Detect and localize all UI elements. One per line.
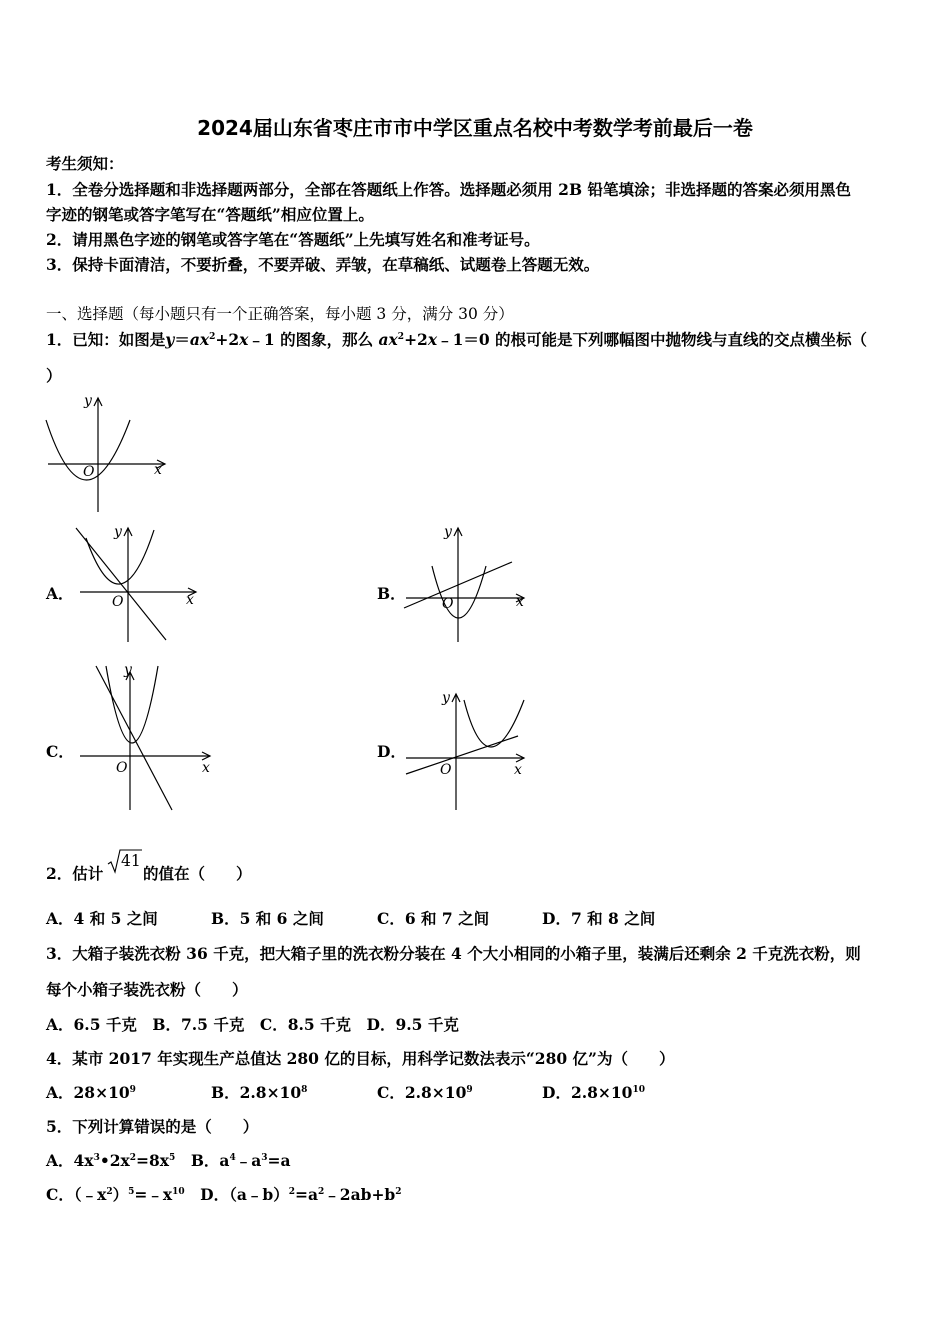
svg-text:O: O [442, 596, 454, 612]
svg-text:x: x [202, 760, 210, 776]
question-2-prefix: 2．估计 [46, 864, 104, 883]
q1-option-b-label[interactable]: B． [377, 584, 406, 603]
axis-y-label: y [84, 393, 92, 409]
svg-text:y: y [114, 524, 122, 540]
q4-option-a[interactable]: A．$28\times 10^9$ [46, 1083, 136, 1102]
question-3-options[interactable]: A．6.5 千克 B．7.5 千克 C．8.5 千克 D．9.5 千克 [46, 1015, 459, 1034]
question-1-close-paren: ） [46, 366, 62, 385]
question-2-suffix: 的值在（ ） [143, 864, 252, 883]
question-3-line-1: 3．大箱子装洗衣粉 36 千克，把大箱子里的洗衣粉分装在 4 个大小相同的小箱子里，装满后还剩余 2 千克洗衣粉，则 [46, 944, 861, 963]
q1-option-d-graph [402, 690, 532, 812]
q1-option-c-graph [76, 660, 216, 812]
q1-option-d-label[interactable]: D． [377, 742, 406, 761]
q1-option-a-label[interactable]: A． [46, 584, 74, 603]
q1-option-b-graph [400, 522, 530, 644]
svg-text:y: y [124, 662, 132, 678]
page-title: 2024届山东省枣庄市市中学区重点名校中考数学考前最后一卷 [197, 116, 753, 140]
svg-text:O: O [440, 762, 452, 778]
q2-option-a[interactable]: A．4 和 5 之间 [46, 909, 158, 928]
svg-text:O: O [116, 760, 128, 776]
q4-option-c[interactable]: C．$2.8\times 10^9$ [377, 1083, 473, 1102]
q2-option-b[interactable]: B．5 和 6 之间 [211, 909, 324, 928]
question-3-line-2: 每个小箱子装洗衣粉（ ） [46, 980, 248, 999]
notice-heading: 考生须知： [46, 154, 124, 173]
svg-text:O: O [112, 594, 124, 610]
notice-item-1-line-2: 字迹的钢笔或答字笔写在“答题纸”相应位置上。 [46, 205, 374, 224]
q5-options-c-d[interactable]: C．$(﹣x^2)^5=﹣x^{10}$ D．$(a﹣b)^2=a^2﹣2ab+b^2$ [46, 1185, 402, 1204]
svg-text:y: y [444, 524, 452, 540]
q4-option-d[interactable]: D．$2.8\times 10^{10}$ [542, 1083, 645, 1102]
svg-text:x: x [516, 594, 524, 610]
question-5-stem: 5．下列计算错误的是（ ） [46, 1117, 259, 1136]
svg-text:y: y [442, 690, 450, 706]
q1-option-c-label[interactable]: C． [46, 742, 74, 761]
notice-item-2: 2．请用黑色字迹的钢笔或答字笔在“答题纸”上先填写姓名和准考证号。 [46, 230, 540, 249]
question-1-stem: 1．已知：如图是$y=ax^2+2x﹣1$ 的图象，那么 $ax^2+2x﹣1=0$ 的根可能是下列哪幅图中抛物线与直线的交点横坐标（ [46, 330, 868, 349]
q5-options-a-b[interactable]: A．$4x^3•2x^2=8x^5$ B．$a^4﹣a^3=a$ [46, 1151, 291, 1170]
q2-option-c[interactable]: C．6 和 7 之间 [377, 909, 490, 928]
q4-option-b[interactable]: B．$2.8\times 10^8$ [211, 1083, 308, 1102]
axis-x-label: x [154, 462, 162, 478]
notice-item-3: 3．保持卡面清洁，不要折叠，不要弄破、弄皱，在草稿纸、试题卷上答题无效。 [46, 255, 600, 274]
section-heading: 一、选择题（每小题只有一个正确答案，每小题 3 分，满分 30 分） [46, 305, 514, 323]
svg-text:x: x [514, 762, 522, 778]
q1-option-a-graph [72, 522, 202, 644]
notice-item-1-line-1: 1．全卷分选择题和非选择题两部分，全部在答题纸上作答。选择题必须用 2B 铅笔填涂；非选择题的答案必须用黑色 [46, 180, 851, 199]
question-4-stem: 4．某市 2017 年实现生产总值达 280 亿的目标，用科学记数法表示“280 亿”为（ ） [46, 1049, 675, 1068]
origin-label: O [83, 464, 95, 480]
q2-option-d[interactable]: D．7 和 8 之间 [542, 909, 656, 928]
sqrt-radicand: 41 [121, 852, 141, 870]
question-1-main-graph [40, 392, 175, 514]
svg-text:x: x [186, 592, 194, 608]
